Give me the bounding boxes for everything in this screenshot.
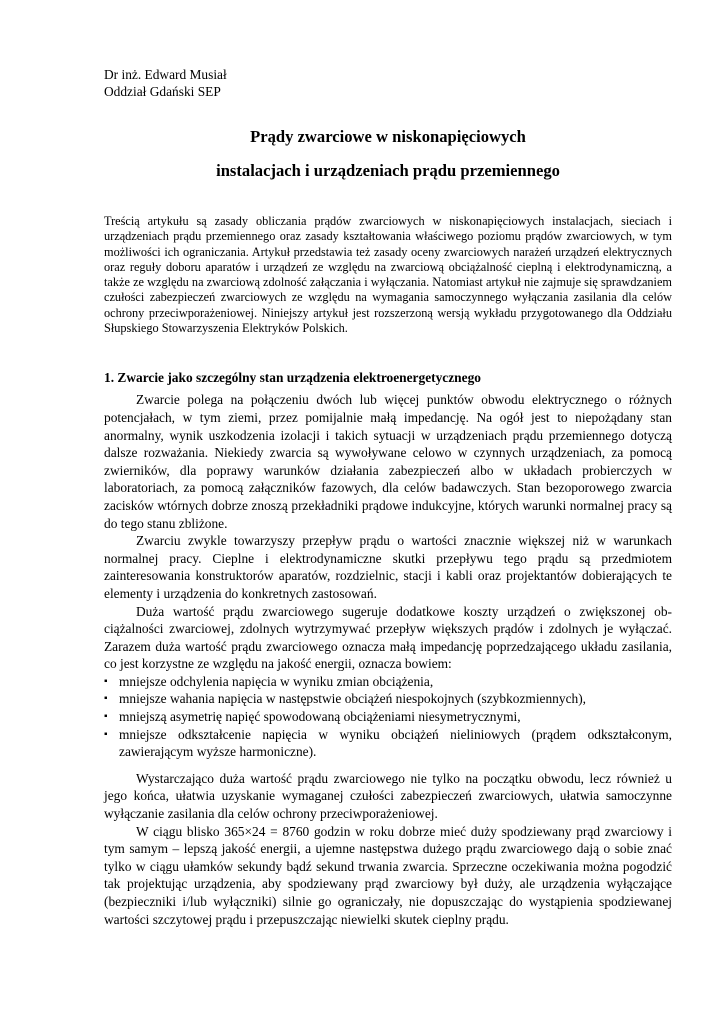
list-item xyxy=(104,673,672,691)
list-item-text: mniejsze wahania napięcia w następstwie obciążeń niespokojnych (szybkozmiennych), xyxy=(119,691,587,707)
list-item xyxy=(104,726,672,761)
author-block xyxy=(104,66,672,100)
article-title xyxy=(104,120,672,188)
title-line-2: instalacjach i urządzeniach prądu przemiennego xyxy=(216,161,560,180)
section-1-heading: 1. Zwarcie jako szczególny stan urządzenia elektroenergetycznego xyxy=(104,370,481,386)
author-affiliation: Oddział Gdański SEP xyxy=(104,84,221,99)
body-paragraph-2: Zwarciu zwykle towarzyszy przepływ prądu o wartości znacznie większej niż w warunkach normalnej pracy. Cieplne i elektrodynamiczne skutki przepływu tego prądu są przedmiotem zainteresowania konstruktorów aparatów, rozdzielnic, stacji i kabli oraz projektantów dobierających te elementy i urządzenia do konkretnych zastosowań. xyxy=(104,533,672,601)
list-item xyxy=(104,690,672,708)
list-item-text: mniejszą asymetrię napięć spowodowaną obciążeniami niesymetrycznymi, xyxy=(119,709,521,725)
bullet-square-icon: ▪ xyxy=(104,711,108,723)
body-paragraph-4: Wystarczająco duża wartość prądu zwarciowego nie tylko na początku obwodu, lecz również u jego końca, ułatwia uzyskanie wymaganej czułości zabezpieczeń zwarciowych, ułatwia samoczynne wyłączanie zasilania dla celów ochrony przeciwporażeniowej. xyxy=(104,770,672,822)
bullet-square-icon: ▪ xyxy=(104,728,108,740)
section-1-body xyxy=(104,391,672,928)
list-item xyxy=(104,708,672,726)
title-line-1: Prądy zwarciowe w niskonapięciowych xyxy=(250,127,526,146)
author-name: Dr inż. Edward Musiał xyxy=(104,67,227,82)
quality-benefits-list xyxy=(104,673,672,761)
bullet-square-icon: ▪ xyxy=(104,693,108,705)
list-item-text: mniejsze odkształcenie napięcia w wyniku obciążeń nieliniowych (prądem odkształconym, zawierającym wyższe harmoniczne). xyxy=(119,726,672,760)
bullet-square-icon: ▪ xyxy=(104,675,108,687)
body-paragraph-1: Zwarcie polega na połączeniu dwóch lub więcej punktów obwodu elektrycznego o różnych potencjałach, w tym ziemi, przez pomijalnie małą impedancję. Na ogół jest to niepożądany stan anormalny, wynik uszkodzenia izolacji i takich sytuacji w urządzeniach prądu przemiennego dotyczą dalsze rozważania. Niekiedy zwarcia są wywoływane celowo w czynnych urządzeniach, za pomocą zwierników, dla poprawy warunków działania zabezpieczeń albo w układach probierczych w laboratoriach, za pomocą załączników fazowych, dla celów badawczych. Stan bezoporowego zwarcia zacisków wtórnych dobrze znoszą przekładniki prądowe indukcyjne, których warunki normalnej pracy są do tego stanu zbliżone. xyxy=(104,392,672,531)
body-paragraph-5: W ciągu blisko 365×24 = 8760 godzin w roku dobrze mieć duży spodziewany prąd zwarciowy i tym samym – lepszą jakość energii, a ujemne następstwa dużego prądu zwarciowego dają o sobie znać tylko w ciągu ułamków sekundy bądź sekund trwania zwarcia. Sprzeczne oczekiwania można pogodzić tak projektując urządzenia, aby spodziewany prąd zwarciowy był duży, ale urządzenia wyłączające (bezpieczniki i/lub wyłączniki) silnie go ograniczały, nie dopuszczając do wystąpienia spodziewanej wartości szczytowej prądu i przepuszczając niewielki skutek cieplny prądu. xyxy=(104,823,672,927)
body-paragraph-3: Duża wartość prądu zwarciowego sugeruje dodatkowe koszty urządzeń o zwiększonej obciążalności zwarciowej, zdolnych wytrzymywać przepływ większych prądów i zdolnych je wyłączać. Zarazem duża wartość prądu zwarciowego oznacza małą impedancję poprzedzającego układu zasilania, co jest korzystne ze względu na jakość energii, oznacza bowiem: xyxy=(104,603,672,672)
abstract-paragraph: Treścią artykułu są zasady obliczania prądów zwarciowych w niskonapięciowych instalacjach, sieciach i urządzeniach prądu przemiennego oraz zasady kształtowania właściwego poziomu prądów zwarciowych, w tym możliwości ich ograniczania. Artykuł przedstawia też zasady oceny zwarciowych narażeń urządzeń elektrycznych oraz reguły doboru aparatów i urządzeń ze względu na zwarciową obciążalność cieplną i elektrodynamiczną, a także ze względu na zwarciową zdolność załączania i wyłączania. Natomiast artykuł nie zajmuje się sprawdzaniem czułości zabezpieczeń zwarciowych ze względu na wymagania samoczynnego wyłączania zasilania dla celów ochrony przeciwporażeniowej. Niniejszy artykuł jest rozszerzoną wersją wykładu przygotowanego dla Oddziału Słupskiego Stowarzyszenia Elektryków Polskich. xyxy=(104,214,672,336)
list-item-text: mniejsze odchylenia napięcia w wyniku zmian obciążenia, xyxy=(119,673,434,689)
